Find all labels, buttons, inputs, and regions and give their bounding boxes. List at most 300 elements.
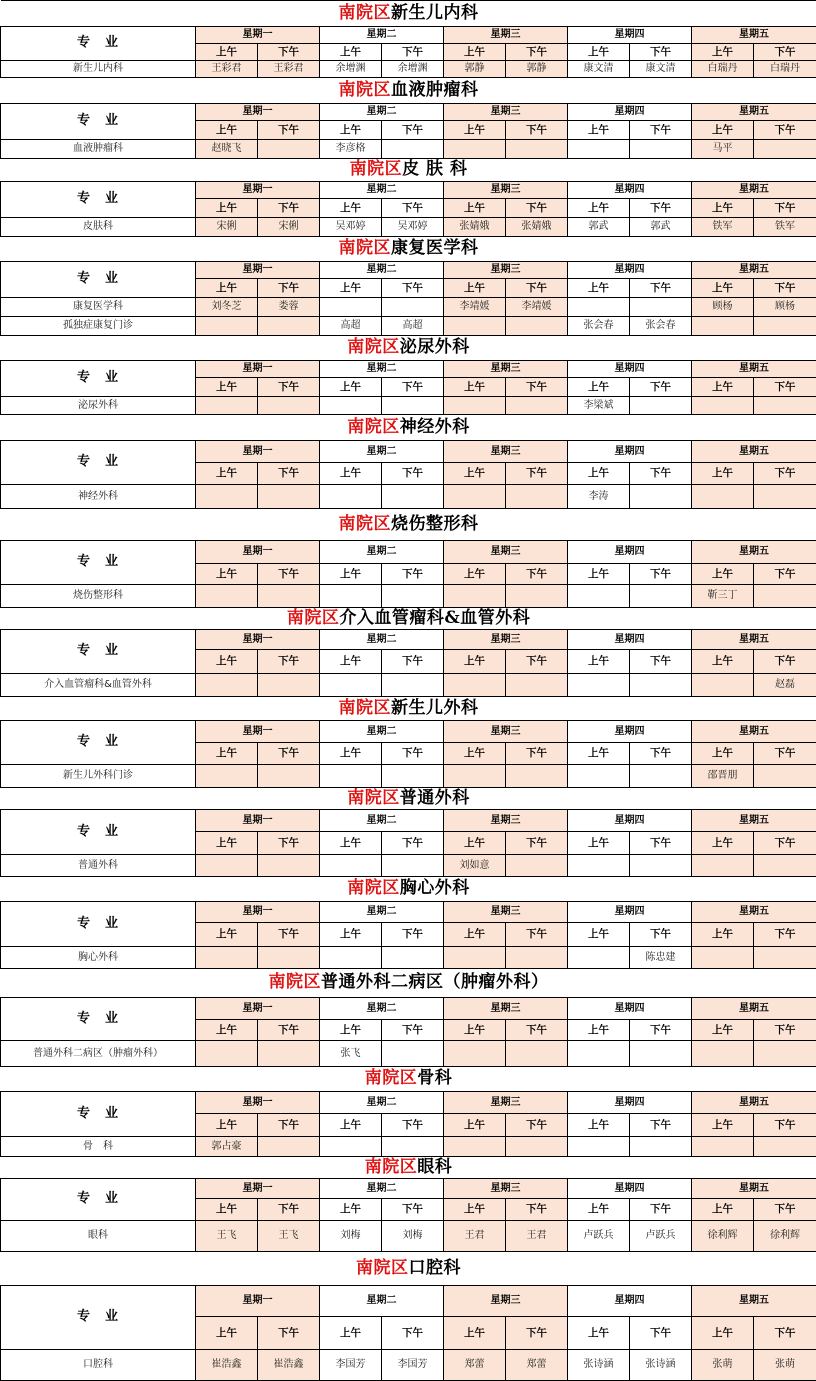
doctor-cell [444, 1137, 506, 1157]
morning-header: 上午 [196, 743, 258, 765]
weekday-header-row [1, 810, 816, 832]
afternoon-header: 下午 [382, 199, 444, 218]
doctor-cell [754, 485, 816, 509]
section-title [1, 608, 816, 630]
morning-header: 上午 [692, 44, 754, 61]
doctor-cell [444, 947, 506, 969]
doctor-cell [382, 298, 444, 317]
doctor-cell: 李国芳 [320, 1350, 382, 1381]
doctor-cell [320, 485, 382, 509]
doctor-cell: 赵晓飞 [196, 140, 258, 159]
afternoon-header: 下午 [258, 1020, 320, 1041]
weekday-header: 星期五 [692, 104, 816, 121]
doctor-cell [754, 947, 816, 969]
afternoon-header: 下午 [382, 832, 444, 855]
campus-prefix: 南院区 [365, 1068, 418, 1088]
section-title [1, 1157, 816, 1179]
doctor-cell [382, 674, 444, 697]
weekday-header: 星期三 [444, 182, 568, 199]
schedule-row [1, 1137, 816, 1157]
weekday-header: 星期四 [568, 361, 692, 378]
section-title-row [1, 788, 816, 810]
specialty-label: 孤独症康复门诊 [1, 317, 196, 336]
weekday-header: 星期二 [320, 541, 444, 564]
afternoon-header: 下午 [630, 743, 692, 765]
specialty-label: 骨 科 [1, 1137, 196, 1157]
weekday-header: 星期三 [444, 721, 568, 743]
morning-header: 上午 [568, 44, 630, 61]
department-name: 血液肿瘤科 [391, 80, 479, 100]
doctor-cell: 刘如意 [444, 855, 506, 877]
doctor-cell [568, 947, 630, 969]
section-title [1, 78, 816, 104]
morning-header: 上午 [568, 1114, 630, 1137]
schedule-row [1, 1350, 816, 1381]
afternoon-header: 下午 [258, 44, 320, 61]
afternoon-header: 下午 [258, 743, 320, 765]
morning-header: 上午 [568, 1317, 630, 1350]
weekday-header: 星期四 [568, 998, 692, 1020]
weekday-header: 星期一 [196, 361, 320, 378]
specialty-label: 皮肤科 [1, 218, 196, 237]
department-name: 骨科 [417, 1068, 452, 1088]
weekday-header: 星期三 [444, 902, 568, 923]
doctor-cell [320, 585, 382, 608]
section-title [1, 1067, 816, 1092]
specialty-header: 专 业 [1, 1286, 196, 1350]
doctor-cell [320, 855, 382, 877]
doctor-cell: 张婧娥 [444, 218, 506, 237]
campus-prefix: 南院区 [350, 159, 403, 179]
doctor-cell [568, 1041, 630, 1067]
morning-header: 上午 [320, 1114, 382, 1137]
doctor-cell: 卢跃兵 [568, 1221, 630, 1252]
morning-header: 上午 [692, 650, 754, 674]
weekday-header: 星期四 [568, 902, 692, 923]
doctor-cell: 吴邓婷 [320, 218, 382, 237]
weekday-header: 星期四 [568, 810, 692, 832]
doctor-cell [444, 674, 506, 697]
weekday-header: 星期五 [692, 27, 816, 44]
campus-prefix: 南院区 [339, 698, 392, 718]
section-title-row [1, 415, 816, 441]
campus-prefix: 南院区 [287, 608, 340, 628]
section-title-row [1, 877, 816, 902]
doctor-cell: 余增渊 [320, 61, 382, 78]
morning-header: 上午 [568, 564, 630, 585]
weekday-header-row [1, 1286, 816, 1317]
doctor-cell [506, 317, 568, 336]
weekday-header: 星期一 [196, 902, 320, 923]
afternoon-header: 下午 [630, 1317, 692, 1350]
doctor-cell [382, 855, 444, 877]
morning-header: 上午 [568, 279, 630, 298]
afternoon-header: 下午 [754, 44, 816, 61]
morning-header: 上午 [568, 1199, 630, 1221]
specialty-label: 泌尿外科 [1, 397, 196, 415]
afternoon-header: 下午 [382, 1114, 444, 1137]
weekday-header: 星期四 [568, 541, 692, 564]
doctor-cell: 郭静 [506, 61, 568, 78]
doctor-cell [196, 674, 258, 697]
afternoon-header: 下午 [258, 1114, 320, 1137]
morning-header: 上午 [444, 463, 506, 485]
doctor-cell [506, 855, 568, 877]
section-title-row [1, 608, 816, 630]
weekday-header: 星期三 [444, 104, 568, 121]
afternoon-header: 下午 [506, 564, 568, 585]
doctor-cell [196, 397, 258, 415]
morning-header: 上午 [444, 1114, 506, 1137]
doctor-cell [506, 397, 568, 415]
campus-prefix: 南院区 [365, 1157, 418, 1177]
doctor-cell: 卢跃兵 [630, 1221, 692, 1252]
weekday-header: 星期一 [196, 810, 320, 832]
weekday-header: 星期二 [320, 1092, 444, 1114]
morning-header: 上午 [320, 743, 382, 765]
doctor-cell: 王君 [444, 1221, 506, 1252]
doctor-cell [444, 140, 506, 159]
morning-header: 上午 [444, 378, 506, 397]
afternoon-header: 下午 [506, 832, 568, 855]
doctor-cell: 靳三丁 [692, 585, 754, 608]
weekday-header: 星期二 [320, 630, 444, 650]
doctor-cell [630, 1137, 692, 1157]
afternoon-header: 下午 [258, 650, 320, 674]
specialty-header: 专 业 [1, 810, 196, 855]
weekday-header: 星期三 [444, 810, 568, 832]
afternoon-header: 下午 [258, 279, 320, 298]
section-title [1, 509, 816, 541]
afternoon-header: 下午 [382, 1199, 444, 1221]
doctor-cell [506, 947, 568, 969]
weekday-header: 星期四 [568, 1092, 692, 1114]
morning-header: 上午 [568, 1020, 630, 1041]
doctor-cell [320, 397, 382, 415]
campus-prefix: 南院区 [339, 514, 392, 534]
doctor-cell [258, 397, 320, 415]
specialty-header: 专 业 [1, 541, 196, 585]
doctor-cell: 张萌 [692, 1350, 754, 1381]
doctor-cell: 张会春 [630, 317, 692, 336]
doctor-cell [258, 855, 320, 877]
morning-header: 上午 [692, 1317, 754, 1350]
afternoon-header: 下午 [258, 1199, 320, 1221]
section-title-row [1, 1157, 816, 1179]
doctor-cell: 徐利辉 [692, 1221, 754, 1252]
afternoon-header: 下午 [754, 199, 816, 218]
morning-header: 上午 [196, 1317, 258, 1350]
doctor-cell [692, 855, 754, 877]
morning-header: 上午 [568, 378, 630, 397]
afternoon-header: 下午 [382, 44, 444, 61]
doctor-cell: 铁军 [754, 218, 816, 237]
doctor-cell: 郑蕾 [444, 1350, 506, 1381]
section-title [1, 336, 816, 361]
weekday-header: 星期五 [692, 721, 816, 743]
weekday-header: 星期三 [444, 27, 568, 44]
weekday-header: 星期二 [320, 721, 444, 743]
weekday-header: 星期四 [568, 262, 692, 279]
specialty-header: 专 业 [1, 361, 196, 397]
weekday-header: 星期二 [320, 810, 444, 832]
weekday-header-row [1, 262, 816, 279]
weekday-header: 星期一 [196, 27, 320, 44]
weekday-header: 星期一 [196, 1092, 320, 1114]
specialty-header: 专 业 [1, 630, 196, 674]
doctor-cell [568, 855, 630, 877]
morning-header: 上午 [444, 121, 506, 140]
morning-header: 上午 [692, 564, 754, 585]
morning-header: 上午 [320, 1317, 382, 1350]
weekday-header: 星期四 [568, 721, 692, 743]
doctor-cell [568, 1137, 630, 1157]
morning-header: 上午 [692, 923, 754, 947]
afternoon-header: 下午 [630, 279, 692, 298]
doctor-cell [692, 947, 754, 969]
morning-header: 上午 [568, 650, 630, 674]
weekday-header: 星期四 [568, 27, 692, 44]
weekday-header: 星期一 [196, 441, 320, 463]
afternoon-header: 下午 [506, 650, 568, 674]
doctor-cell: 吴邓婷 [382, 218, 444, 237]
morning-header: 上午 [568, 121, 630, 140]
afternoon-header: 下午 [630, 121, 692, 140]
morning-header: 上午 [196, 378, 258, 397]
afternoon-header: 下午 [506, 1020, 568, 1041]
doctor-cell: 赵磊 [754, 674, 816, 697]
morning-header: 上午 [444, 923, 506, 947]
doctor-cell [196, 317, 258, 336]
doctor-cell [630, 298, 692, 317]
doctor-cell [320, 1137, 382, 1157]
specialty-header: 专 业 [1, 104, 196, 140]
department-name: 眼科 [417, 1157, 452, 1177]
morning-header: 上午 [320, 279, 382, 298]
section-title-row [1, 1067, 816, 1092]
weekday-header: 星期五 [692, 541, 816, 564]
doctor-cell [506, 1137, 568, 1157]
weekday-header-row [1, 104, 816, 121]
afternoon-header: 下午 [506, 463, 568, 485]
morning-header: 上午 [444, 279, 506, 298]
doctor-cell [568, 298, 630, 317]
weekday-header: 星期五 [692, 998, 816, 1020]
doctor-cell: 郭占豪 [196, 1137, 258, 1157]
doctor-cell [630, 585, 692, 608]
section-title [1, 1252, 816, 1286]
weekday-header: 星期一 [196, 630, 320, 650]
afternoon-header: 下午 [630, 650, 692, 674]
weekday-header: 星期一 [196, 998, 320, 1020]
afternoon-header: 下午 [754, 650, 816, 674]
schedule-row [1, 61, 816, 78]
afternoon-header: 下午 [754, 1317, 816, 1350]
afternoon-header: 下午 [506, 743, 568, 765]
weekday-header: 星期五 [692, 1179, 816, 1199]
weekday-header-row [1, 630, 816, 650]
schedule-row [1, 947, 816, 969]
afternoon-header: 下午 [754, 1114, 816, 1137]
weekday-header: 星期五 [692, 441, 816, 463]
section-title [1, 159, 816, 182]
weekday-header: 星期一 [196, 1179, 320, 1199]
doctor-cell [258, 585, 320, 608]
weekday-header: 星期一 [196, 541, 320, 564]
afternoon-header: 下午 [382, 923, 444, 947]
doctor-cell: 高超 [320, 317, 382, 336]
schedule-row [1, 140, 816, 159]
afternoon-header: 下午 [382, 1020, 444, 1041]
afternoon-header: 下午 [382, 1317, 444, 1350]
department-name: 神经外科 [400, 417, 470, 437]
doctor-cell [754, 585, 816, 608]
doctor-cell [444, 1041, 506, 1067]
morning-header: 上午 [444, 44, 506, 61]
doctor-cell [382, 140, 444, 159]
doctor-cell [382, 765, 444, 788]
afternoon-header: 下午 [754, 564, 816, 585]
morning-header: 上午 [444, 1317, 506, 1350]
doctor-cell [382, 1041, 444, 1067]
doctor-cell [630, 855, 692, 877]
afternoon-header: 下午 [258, 923, 320, 947]
section-title [1, 877, 816, 902]
section-title [1, 237, 816, 262]
weekday-header: 星期三 [444, 1092, 568, 1114]
department-name: 普通外科 [400, 788, 470, 808]
doctor-cell: 刘梅 [382, 1221, 444, 1252]
weekday-header-row [1, 27, 816, 44]
schedule-row [1, 218, 816, 237]
doctor-cell [258, 1137, 320, 1157]
afternoon-header: 下午 [754, 832, 816, 855]
doctor-cell: 宋俐 [196, 218, 258, 237]
section-title-row [1, 237, 816, 262]
morning-header: 上午 [568, 199, 630, 218]
doctor-cell: 高超 [382, 317, 444, 336]
afternoon-header: 下午 [506, 279, 568, 298]
morning-header: 上午 [692, 832, 754, 855]
campus-prefix: 南院区 [347, 878, 400, 898]
doctor-cell: 王飞 [258, 1221, 320, 1252]
department-name: 口腔科 [409, 1258, 462, 1278]
section-title-row [1, 697, 816, 721]
weekday-header: 星期二 [320, 361, 444, 378]
weekday-header: 星期四 [568, 630, 692, 650]
doctor-cell: 李靖媛 [444, 298, 506, 317]
morning-header: 上午 [692, 378, 754, 397]
specialty-label: 康复医学科 [1, 298, 196, 317]
section-title [1, 697, 816, 721]
doctor-cell: 刘梅 [320, 1221, 382, 1252]
weekday-header: 星期二 [320, 27, 444, 44]
doctor-cell [320, 947, 382, 969]
afternoon-header: 下午 [258, 121, 320, 140]
schedule-row [1, 317, 816, 336]
morning-header: 上午 [196, 121, 258, 140]
doctor-cell [258, 947, 320, 969]
doctor-cell: 张诗涵 [630, 1350, 692, 1381]
afternoon-header: 下午 [630, 463, 692, 485]
afternoon-header: 下午 [754, 378, 816, 397]
specialty-label: 烧伤整形科 [1, 585, 196, 608]
doctor-cell: 白瑞丹 [754, 61, 816, 78]
specialty-label: 新生儿外科门诊 [1, 765, 196, 788]
morning-header: 上午 [692, 121, 754, 140]
weekday-header: 星期二 [320, 902, 444, 923]
morning-header: 上午 [196, 564, 258, 585]
morning-header: 上午 [196, 463, 258, 485]
weekday-header: 星期一 [196, 262, 320, 279]
doctor-cell: 李彦格 [320, 140, 382, 159]
doctor-cell: 张萌 [754, 1350, 816, 1381]
schedule-row [1, 485, 816, 509]
department-name: 新生儿内科 [391, 3, 479, 23]
afternoon-header: 下午 [630, 564, 692, 585]
doctor-cell: 白瑞丹 [692, 61, 754, 78]
afternoon-header: 下午 [258, 1317, 320, 1350]
doctor-cell [382, 397, 444, 415]
doctor-cell [196, 855, 258, 877]
department-name: 烧伤整形科 [391, 514, 479, 534]
afternoon-header: 下午 [382, 463, 444, 485]
doctor-cell [258, 140, 320, 159]
afternoon-header: 下午 [382, 279, 444, 298]
specialty-label: 新生儿内科 [1, 61, 196, 78]
afternoon-header: 下午 [258, 378, 320, 397]
section-title [1, 415, 816, 441]
doctor-cell [754, 140, 816, 159]
weekday-header: 星期三 [444, 1286, 568, 1317]
afternoon-header: 下午 [382, 121, 444, 140]
doctor-cell: 李国芳 [382, 1350, 444, 1381]
afternoon-header: 下午 [754, 1199, 816, 1221]
doctor-cell [444, 397, 506, 415]
section-title-row [1, 509, 816, 541]
doctor-cell: 顾杨 [692, 298, 754, 317]
doctor-cell [568, 585, 630, 608]
doctor-cell [692, 674, 754, 697]
schedule-row [1, 397, 816, 415]
doctor-cell [320, 765, 382, 788]
weekday-header: 星期一 [196, 104, 320, 121]
doctor-cell [692, 485, 754, 509]
doctor-cell [382, 947, 444, 969]
weekday-header: 星期三 [444, 630, 568, 650]
morning-header: 上午 [320, 923, 382, 947]
doctor-cell: 崔浩鑫 [196, 1350, 258, 1381]
weekday-header: 星期五 [692, 630, 816, 650]
doctor-cell [754, 765, 816, 788]
doctor-cell [754, 855, 816, 877]
morning-header: 上午 [444, 832, 506, 855]
doctor-cell: 邵晋朋 [692, 765, 754, 788]
morning-header: 上午 [444, 650, 506, 674]
doctor-cell [630, 765, 692, 788]
weekday-header-row [1, 998, 816, 1020]
doctor-cell [754, 317, 816, 336]
doctor-cell [196, 585, 258, 608]
afternoon-header: 下午 [506, 1114, 568, 1137]
doctor-cell [258, 765, 320, 788]
morning-header: 上午 [444, 743, 506, 765]
specialty-header: 专 业 [1, 262, 196, 298]
campus-prefix: 南院区 [269, 972, 322, 992]
campus-prefix: 南院区 [339, 238, 392, 258]
doctor-cell [506, 765, 568, 788]
department-name: 介入血管瘤科&血管外科 [339, 608, 530, 628]
